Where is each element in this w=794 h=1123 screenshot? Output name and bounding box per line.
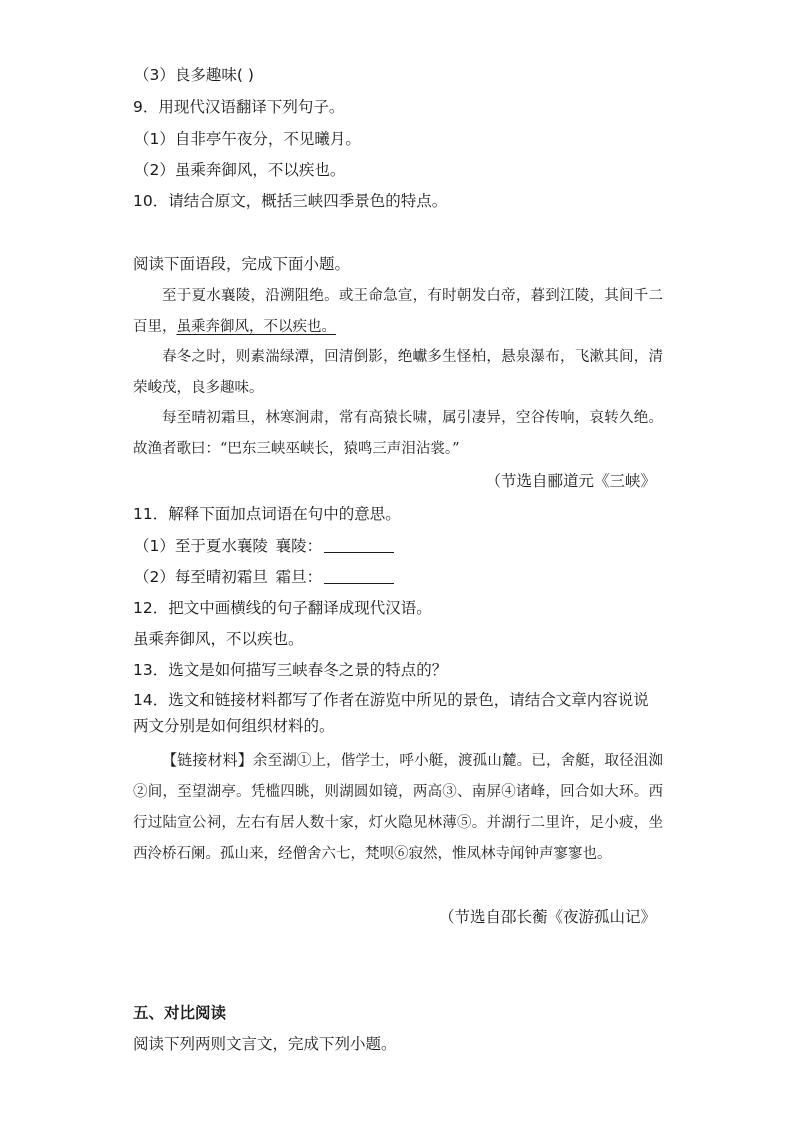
question-13: 13．选文是如何描写三峡春冬之景的特点的？ [133,661,448,679]
question-8-3: （3）良多趣味( ) [134,66,254,84]
passage-three-gorges [133,281,663,464]
term-label: 霜旦： [275,568,323,586]
question-10: 10．请结合原文，概括三峡四季景色的特点。 [133,192,448,210]
question-12-sentence: 虽乘奔御风，不以疾也。 [133,630,304,648]
question-11: 11．解释下面加点词语在句中的意思。 [133,505,401,523]
question-14: 14．选文和链接材料都写了作者在游览中所见的景色，请结合文章内容说说两文分别是如何组织材料的。 [133,691,649,735]
term-label: 襄陵： [275,537,323,555]
question-9-2: （2）虽乘奔御风，不以疾也。 [134,161,346,179]
link-material-text: 余至湖①上，偕学士，呼小艇，渡孤山麓。已，舍艇，取径沮洳②间，至望湖亭。凭槛四眺，则湖圆如镜，两高③、南屏④诸峰，回合如大环。西行过陆宣公祠，左右有居人数十家，灯火隐见林薄⑤。并湖行二里许，足小疲，坐西泠桥石阑。孤山来，经僧舍六七，梵呗⑥寂然，惟凤林寺闻钟声寥寥也。 [133,753,663,862]
passage-text: 至于夏水襄陵，沿溯阻绝。或王命急宣，有时朝发白帝，暮到江陵，其间千二百里， [133,288,663,335]
question-9-1: （1）自非亭午夜分，不见曦月。 [134,130,361,148]
passage-paragraph-3: 每至晴初霜旦，林寒涧肃，常有高猿长啸，属引凄异，空谷传响，哀转久绝。故渔者歌曰：“巴东三峡巫峡长，猿鸣三声泪沾裳。” [133,410,663,457]
link-material-source: （节选自邵长蘅《夜游孤山记》 [438,908,656,926]
question-11-1-label: （1）至于夏水襄陵 [134,537,268,555]
question-9: 9．用现代汉语翻译下列句子。 [133,98,345,116]
section-5-heading: 五、对比阅读 [133,1004,227,1022]
question-11-1 [134,535,394,557]
link-material-paragraph [133,745,663,870]
underlined-sentence: 虽乘奔御风，不以疾也。 [176,318,336,335]
answer-blank[interactable] [324,536,394,553]
question-12: 12．把文中画横线的句子翻译成现代汉语。 [133,599,432,617]
section-5-intro: 阅读下列两则文言文，完成下列小题。 [133,1035,397,1053]
question-11-2-label: （2）每至晴初霜旦 [134,568,268,586]
answer-blank[interactable] [324,567,394,584]
passage-source: （节选自郦道元《三峡》 [485,472,656,490]
question-11-2 [134,566,394,588]
passage-paragraph-1 [133,281,663,342]
passage-paragraph-2: 春冬之时，则素湍绿潭，回清倒影，绝巘多生怪柏，悬泉瀑布，飞漱其间，清荣峻茂，良多趣味。 [133,349,663,396]
link-material [133,745,663,870]
link-material-label: 【链接材料】 [162,751,253,769]
section-intro: 阅读下面语段，完成下面小题。 [133,255,351,273]
